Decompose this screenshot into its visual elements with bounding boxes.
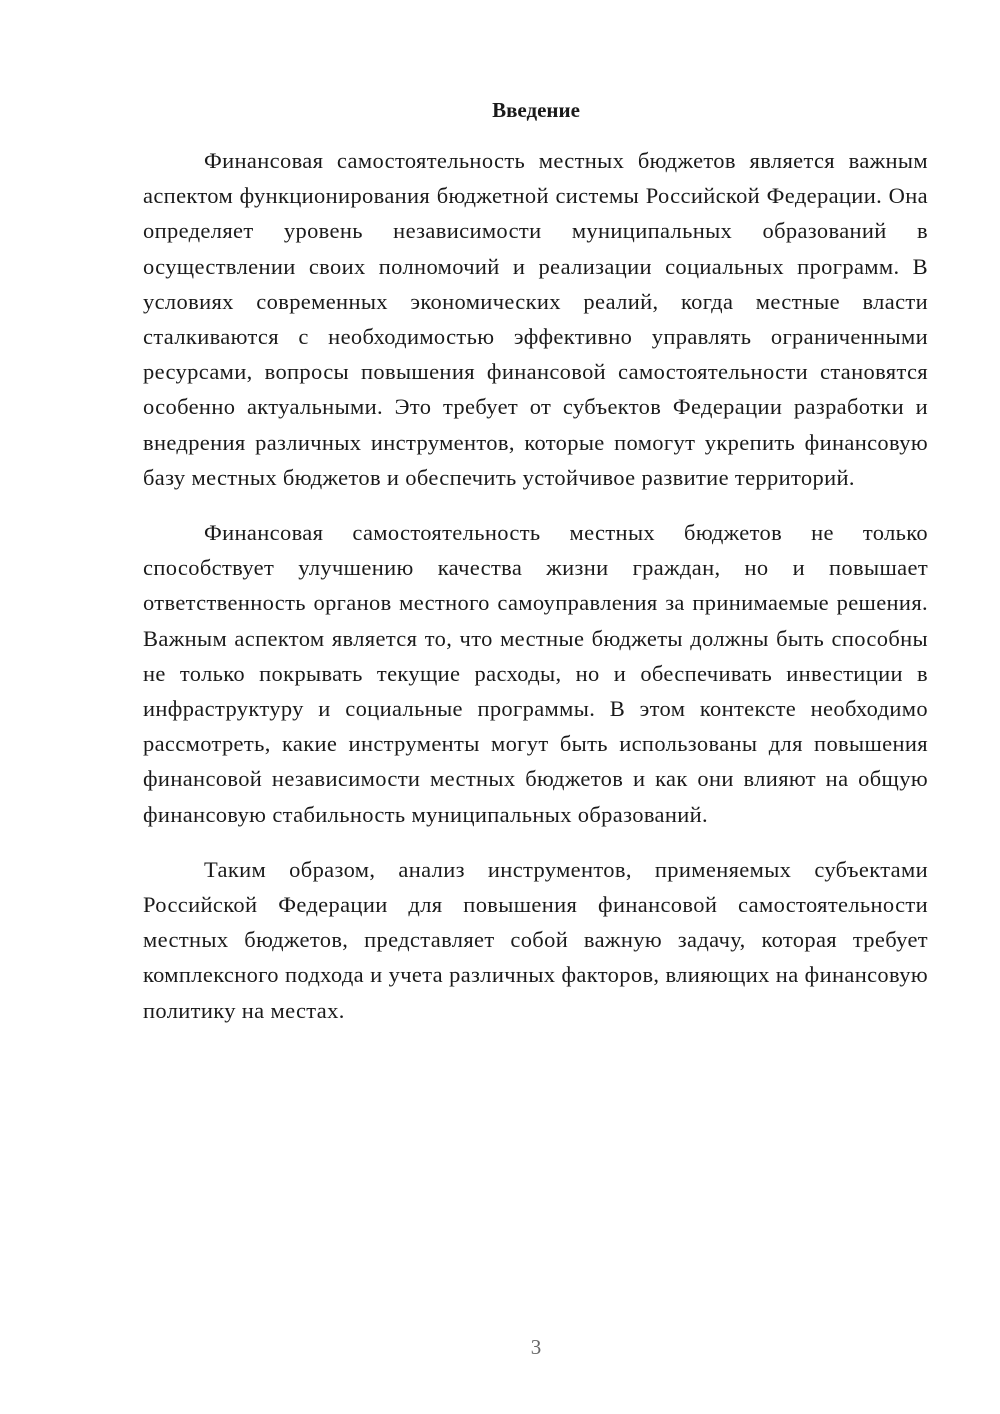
page-number: 3 — [530, 1335, 542, 1359]
paragraph-3: Таким образом, анализ инструментов, применяемых субъектами Российской Федерации для повышения финансовой самостоятельности местных бюджетов, представляет собой важную задачу, которая требует комплексного подхода и учета различных факторов, влияющих на финансовую политику на местах. — [143, 856, 928, 1023]
body-text — [143, 143, 928, 1048]
paragraph-1: Финансовая самостоятельность местных бюджетов является важным аспектом функционирования бюджетной системы Российской Федерации. Она определяет уровень независимости муниципальных образований в осуществлении своих полномочий и реализации социальных программ. В условиях современных экономических реалий, когда местные власти сталкиваются с необходимостью эффективно управлять ограниченными ресурсами, вопросы повышения финансовой самостоятельности становятся особенно актуальными. Это требует от субъектов Федерации разработки и внедрения различных инструментов, которые помогут укрепить финансовую базу местных бюджетов и обеспечить устойчивое развитие территорий. — [143, 148, 928, 490]
paragraph-2: Финансовая самостоятельность местных бюджетов не только способствует улучшению качества жизни граждан, но и повышает ответственность органов местного самоуправления за принимаемые решения. Важным аспектом является то, что местные бюджеты должны быть способны не только покрывать текущие расходы, но и обеспечивать инвестиции в инфраструктуру и социальные программы. В этом контексте необходимо рассмотреть, какие инструменты могут быть использованы для повышения финансовой независимости местных бюджетов и как они влияют на общую финансовую стабильность муниципальных образований. — [143, 520, 928, 827]
section-heading: Введение — [492, 98, 580, 122]
